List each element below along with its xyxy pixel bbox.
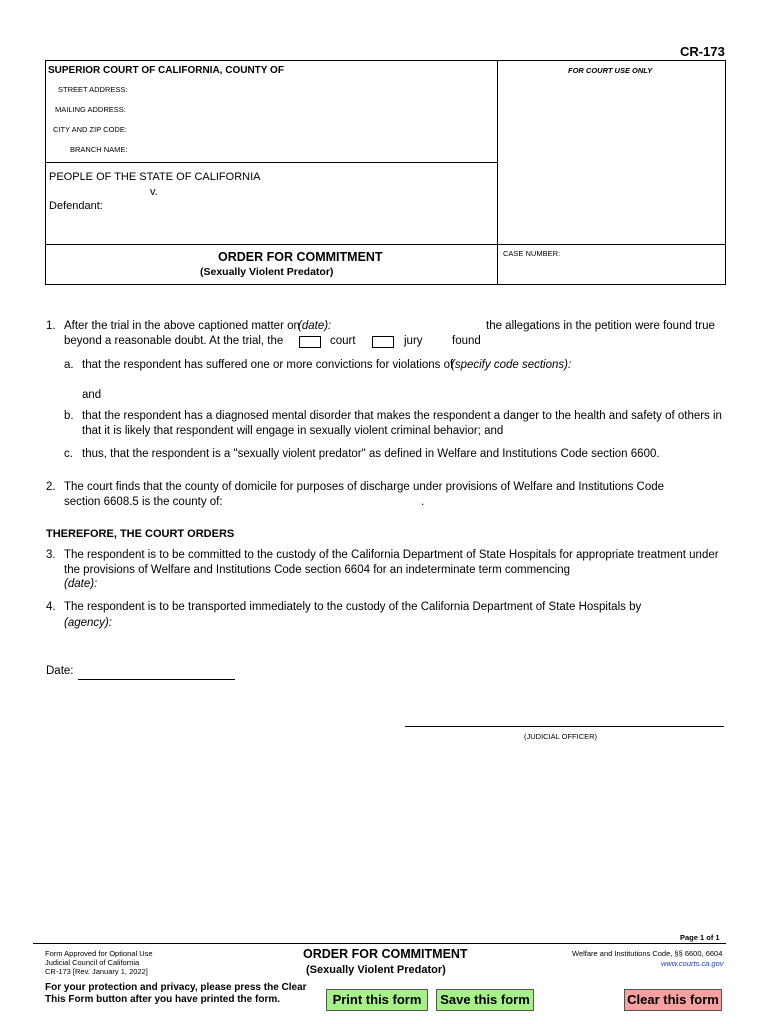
- header-line-1: [45, 162, 497, 163]
- item3-date-label: (date):: [64, 578, 98, 590]
- mailing-address-input[interactable]: [130, 101, 495, 115]
- county-input[interactable]: [290, 63, 495, 77]
- judicial-officer-label: (JUDICIAL OFFICER): [524, 732, 598, 741]
- item1b-label: b.: [64, 410, 74, 422]
- mailing-address-label: MAILING ADDRESS:: [55, 105, 126, 114]
- defendant-input[interactable]: [108, 199, 493, 214]
- item4-agency-label: (agency):: [64, 617, 112, 629]
- city-zip-label: CITY AND ZIP CODE:: [53, 125, 127, 134]
- footer-title: ORDER FOR COMMITMENT: [303, 947, 468, 961]
- item1-text-c: beyond a reasonable doubt. At the trial, the: [64, 335, 284, 347]
- and-label: and: [82, 389, 102, 401]
- signature-line: [405, 726, 724, 727]
- item3-number: 3.: [46, 549, 56, 561]
- case-number-input[interactable]: [505, 262, 720, 278]
- item1c-text: thus, that the respondent is a "sexually violent predator" as defined in Welfare and Institutions Code section 6600.: [82, 448, 660, 460]
- privacy-note-line-1: For your protection and privacy, please press the Clear: [45, 982, 307, 993]
- header-right-border: [725, 60, 726, 284]
- branch-name-input[interactable]: [130, 141, 495, 155]
- header-bottom-border: [45, 284, 726, 285]
- form-title: ORDER FOR COMMITMENT: [218, 250, 383, 264]
- print-button[interactable]: Print this form: [326, 989, 428, 1011]
- found-label: found: [452, 335, 481, 347]
- city-zip-input[interactable]: [130, 121, 495, 135]
- court-name-label: SUPERIOR COURT OF CALIFORNIA, COUNTY OF: [48, 65, 284, 76]
- court-use-label: FOR COURT USE ONLY: [568, 66, 653, 75]
- item3-text-2: the provisions of Welfare and Institutions Code section 6604 for an indeterminate term commencing: [64, 564, 571, 576]
- item1b-text-1: that the respondent has a diagnosed mental disorder that makes the respondent a danger to the health and safety of others in: [82, 410, 722, 422]
- item1a-text: that the respondent has suffered one or more convictions for violations of: [82, 359, 454, 371]
- item1a-specify: (specify code sections):: [451, 359, 572, 371]
- branch-name-label: BRANCH NAME:: [70, 145, 128, 154]
- case-number-label: CASE NUMBER:: [503, 249, 561, 258]
- form-approved-line-1: Form Approved for Optional Use: [45, 949, 153, 958]
- form-number: CR-173: [680, 44, 725, 59]
- item1-text-b: the allegations in the petition were found true: [486, 320, 715, 332]
- trial-date-input[interactable]: [336, 318, 482, 333]
- privacy-note-line-2: This Form button after you have printed the form.: [45, 994, 281, 1005]
- item2-period: .: [421, 496, 425, 508]
- item3-text-1: The respondent is to be committed to the custody of the California Department of State Hospitals for appropriate treatment under: [64, 549, 719, 561]
- code-sections-input[interactable]: [82, 373, 722, 388]
- date-label: Date:: [46, 665, 74, 677]
- jury-checkbox-label: jury: [404, 335, 423, 347]
- item1-number: 1.: [46, 320, 56, 332]
- street-address-label: STREET ADDRESS:: [58, 85, 128, 94]
- county-of-domicile-input[interactable]: [242, 494, 420, 509]
- court-orders-heading: THEREFORE, THE COURT ORDERS: [46, 528, 235, 540]
- court-use-area[interactable]: [502, 80, 722, 240]
- item1-text-a: After the trial in the above captioned matter on: [64, 320, 300, 332]
- item1c-label: c.: [64, 448, 73, 460]
- defendant-label: Defendant:: [49, 200, 103, 212]
- item1a-label: a.: [64, 359, 74, 371]
- item1-date-label: (date):: [298, 320, 332, 332]
- jury-checkbox[interactable]: [372, 336, 394, 348]
- header-line-2: [45, 244, 726, 245]
- item2-number: 2.: [46, 481, 56, 493]
- court-checkbox[interactable]: [299, 336, 321, 348]
- versus-label: v.: [150, 186, 158, 198]
- date-underline: [78, 679, 235, 680]
- courts-website-link[interactable]: www.courts.ca.gov: [661, 959, 724, 968]
- court-checkbox-label: court: [330, 335, 356, 347]
- form-approved-line-3: CR-173 [Rev. January 1, 2022]: [45, 967, 148, 976]
- form-subtitle: (Sexually Violent Predator): [200, 266, 334, 278]
- people-label: PEOPLE OF THE STATE OF CALIFORNIA: [49, 171, 261, 183]
- item4-number: 4.: [46, 601, 56, 613]
- header-divider-vertical: [497, 60, 498, 284]
- street-address-input[interactable]: [130, 81, 495, 95]
- form-approved-line-2: Judicial Council of California: [45, 958, 140, 967]
- item2-text-1: The court finds that the county of domicile for purposes of discharge under provisions of Welfare and Institutions Code: [64, 481, 665, 493]
- commencement-date-input[interactable]: [104, 576, 304, 591]
- clear-button[interactable]: Clear this form: [624, 989, 722, 1011]
- page-number: Page 1 of 1: [680, 933, 720, 942]
- header-top-border: [45, 60, 726, 61]
- item4-text-1: The respondent is to be transported immediately to the custody of the California Department of State Hospitals by: [64, 601, 642, 613]
- save-button[interactable]: Save this form: [436, 989, 534, 1011]
- order-date-input[interactable]: [78, 662, 234, 678]
- agency-input[interactable]: [114, 615, 714, 630]
- item1b-text-2: that it is likely that respondent will engage in sexually violent criminal behavior; and: [82, 425, 504, 437]
- statute-reference: Welfare and Institutions Code, §§ 6600, 6604: [572, 949, 723, 958]
- footer-subtitle: (Sexually Violent Predator): [306, 964, 446, 976]
- header-left-border: [45, 60, 46, 284]
- footer-rule: [33, 943, 726, 944]
- item2-text-2: section 6608.5 is the county of:: [64, 496, 223, 508]
